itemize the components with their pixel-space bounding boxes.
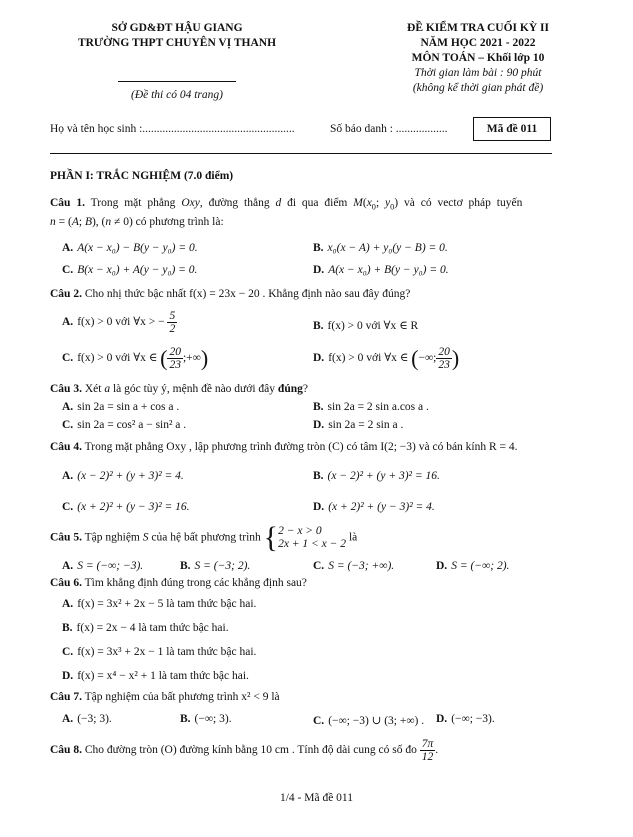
school-year: NĂM HỌC 2021 - 2022	[420, 37, 536, 49]
q7-option-b[interactable]: B. (−∞; 3).	[180, 713, 232, 725]
q5-option-a[interactable]: A. S = (−∞; −3).	[62, 560, 144, 572]
question-6: Câu 6. Tìm khẳng định đúng trong các khẳng định sau?	[50, 577, 307, 589]
q1-option-b[interactable]: B. x₀(x − A) + y₀(y − B) = 0.	[313, 242, 448, 254]
q2-option-d[interactable]: D. f(x) > 0 với ∀x ∈ (−∞; $\frac{20}{23}$ )	[313, 345, 460, 372]
q6-option-c[interactable]: C. f(x) = 3x³ + 2x − 1 là tam thức bậc hai.	[62, 646, 257, 658]
q5-option-b[interactable]: B. S = (−3; 2).	[180, 560, 251, 572]
question-8: Câu 8. Cho đường tròn (O) đường kính bằng 10 cm . Tính độ dài cung có số đo $\frac{7\pi}{12}$ .	[50, 738, 439, 764]
q7-option-d[interactable]: D. (−∞; −3).	[436, 713, 495, 725]
subject-grade: MÔN TOÁN – Khối lớp 10	[411, 52, 545, 64]
q3-option-d[interactable]: D. sin 2a = 2 sin a .	[313, 419, 404, 431]
q7-option-a[interactable]: A. (−3; 3).	[62, 713, 112, 725]
school-name: TRƯỜNG THPT CHUYÊN VỊ THANH	[77, 37, 277, 49]
time-note: (không kể thời gian phát đề)	[412, 82, 544, 94]
q4-option-d[interactable]: D. (x + 2)² + (y − 3)² = 4.	[313, 501, 435, 513]
question-5: Câu 5. Tập nghiệm S của hệ bất phương trình { 2 − x > 0 2x + 1 < x − 2 là	[50, 521, 358, 554]
candidate-number-field: Số báo danh : ..................	[330, 123, 448, 135]
q4-option-c[interactable]: C. (x + 2)² + (y − 3)² = 16.	[62, 501, 190, 513]
time-limit: Thời gian làm bài : 90 phút	[414, 67, 542, 79]
q1-option-d[interactable]: D. A(x − x₀) + B(y − y₀) = 0.	[313, 264, 449, 276]
question-1: Câu 1. Trong mặt phẳng Oxy, đường thẳng d đi qua điểm $M(x_0$; $y_0$) và có vectơ pháp tuyến	[50, 197, 523, 212]
page-count-note: (Đề thi có 04 trang)	[131, 89, 223, 101]
q1-option-a[interactable]: A. A(x − x₀) − B(y − y₀) = 0.	[62, 242, 198, 254]
question-label: Câu 6.	[50, 577, 82, 589]
q2-option-b[interactable]: B. f(x) > 0 với ∀x ∈ R	[313, 320, 419, 332]
exam-title: ĐỀ KIỂM TRA CUỐI KỲ II	[407, 22, 549, 34]
q2-option-a[interactable]: A. f(x) > 0 với ∀x > − $\frac{5}{2}$	[62, 310, 176, 336]
student-name-field: Họ và tên học sinh :.....................................................	[50, 123, 295, 135]
header-rule-left	[118, 81, 236, 82]
exam-code-box: Mã đề 011	[473, 117, 551, 141]
q5-option-c[interactable]: C. S = (−3; +∞).	[313, 560, 395, 572]
q7-option-c[interactable]: C. (−∞; −3) ∪ (3; +∞) .	[313, 715, 425, 727]
question-label: Câu 7.	[50, 691, 82, 703]
question-3: Câu 3. Xét a là góc tùy ý, mệnh đề nào dưới đây đúng?	[50, 383, 308, 395]
q3-option-a[interactable]: A. sin 2a = sin a + cos a .	[62, 401, 180, 413]
question-7: Câu 7. Tập nghiệm của bất phương trình x² < 9 là	[50, 691, 280, 703]
question-label: Câu 8.	[50, 744, 82, 757]
question-label: Câu 3.	[50, 383, 82, 395]
header-divider	[50, 153, 552, 154]
question-label: Câu 4.	[50, 441, 82, 453]
section-title: PHẦN I: TRẮC NGHIỆM (7.0 điểm)	[50, 170, 234, 182]
department-name: SỞ GD&ĐT HẬU GIANG	[111, 22, 243, 34]
question-label: Câu 5.	[50, 531, 82, 544]
question-label: Câu 2.	[50, 288, 82, 300]
q4-option-a[interactable]: A. (x − 2)² + (y + 3)² = 4.	[62, 470, 184, 482]
q2-option-c[interactable]: C. f(x) > 0 với ∀x ∈ ( $\frac{20}{23}$ ;+∞)	[62, 345, 209, 372]
q3-option-b[interactable]: B. sin 2a = 2 sin a.cos a .	[313, 401, 429, 413]
question-4: Câu 4. Trong mặt phẳng Oxy , lập phương trình đường tròn (C) có tâm I(2; −3) và có bán kính R = 4.	[50, 441, 518, 453]
q6-option-d[interactable]: D. f(x) = x⁴ − x² + 1 là tam thức bậc hai.	[62, 670, 249, 682]
q5-option-d[interactable]: D. S = (−∞; 2).	[436, 560, 510, 572]
q4-option-b[interactable]: B. (x − 2)² + (y + 3)² = 16.	[313, 470, 440, 482]
q3-option-c[interactable]: C. sin 2a = cos² a − sin² a .	[62, 419, 187, 431]
q1-option-c[interactable]: C. B(x − x₀) + A(y − y₀) = 0.	[62, 264, 198, 276]
q6-option-a[interactable]: A. f(x) = 3x² + 2x − 5 là tam thức bậc hai.	[62, 598, 257, 610]
page-footer: 1/4 - Mã đề 011	[279, 792, 354, 804]
question-label: Câu 1.	[50, 197, 85, 209]
question-1-line2: n = (A; B), (n ≠ 0) có phương trình là:	[50, 216, 224, 228]
q6-option-b[interactable]: B. f(x) = 2x − 4 là tam thức bậc hai.	[62, 622, 229, 634]
question-2: Câu 2. Cho nhị thức bậc nhất f(x) = 23x − 20 . Khẳng định nào sau đây đúng?	[50, 288, 411, 300]
